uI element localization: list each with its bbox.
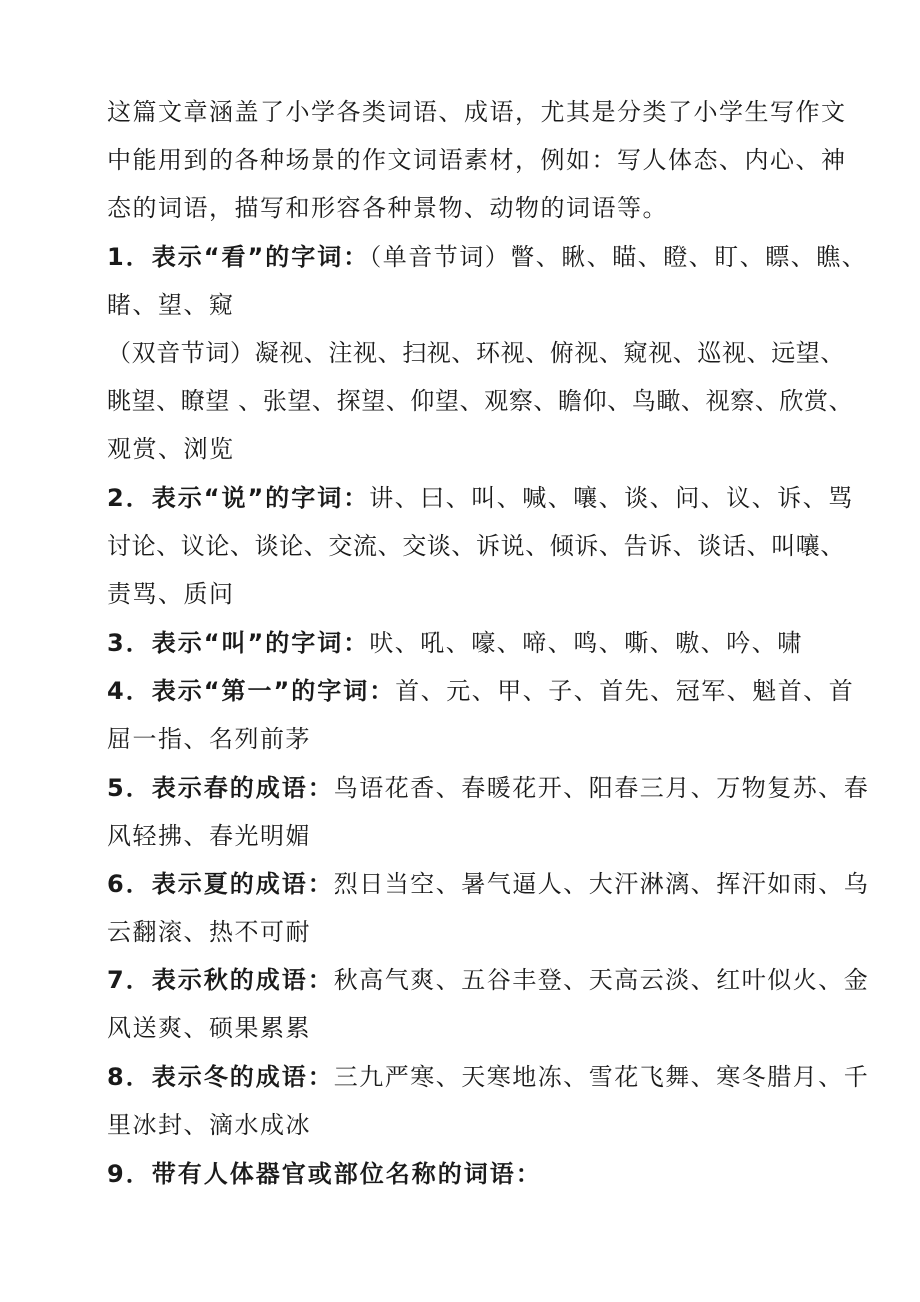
section-1-line-1 <box>107 233 867 281</box>
section-6-line-1 <box>107 860 870 908</box>
section-3-line-1 <box>107 619 867 667</box>
section-5-line-1 <box>107 764 870 812</box>
section-7-text: 秋高气爽、五谷丰登、天高云淡、红叶似火、金 <box>333 966 870 994</box>
section-9-line-1 <box>107 1150 867 1198</box>
section-1-line-3: （双音节词）凝视、注视、扫视、环视、俯视、窥视、巡视、远望、 <box>107 339 845 367</box>
section-1-line-4: 眺望、瞭望 、张望、探望、仰望、观察、瞻仰、鸟瞰、视察、欣赏、 <box>107 387 854 415</box>
intro-line-2: 中能用到的各种场景的作文词语素材，例如：写人体态、内心、神 <box>107 146 847 174</box>
section-6-line-2: 云翻滚、热不可耐 <box>107 918 311 946</box>
intro-line-3: 态的词语，描写和形容各种景物、动物的词语等。 <box>107 194 668 222</box>
section-8-line-1 <box>107 1053 870 1101</box>
section-1-text: （单音节词）瞥、瞅、瞄、瞪、盯、瞟、瞧、 <box>369 243 868 271</box>
section-8-text: 三九严寒、天寒地冻、雪花飞舞、寒冬腊月、千 <box>333 1063 870 1091</box>
section-5-heading: 5．表示春的成语： <box>107 774 334 802</box>
section-2-line-3: 责骂、质问 <box>107 580 235 608</box>
section-1-heading: 1．表示“看”的字词： <box>107 243 370 271</box>
intro-line-1: 这篇文章涵盖了小学各类词语、成语，尤其是分类了小学生写作文 <box>107 98 847 126</box>
section-5-line-2: 风轻拂、春光明媚 <box>107 822 311 850</box>
section-3-text: 吠、吼、嚎、啼、鸣、嘶、嗷、吟、啸 <box>369 629 803 657</box>
section-2-heading: 2．表示“说”的字词： <box>107 484 370 512</box>
section-2-line-2: 讨论、议论、谈论、交流、交谈、诉说、倾诉、告诉、谈话、叫嚷、 <box>107 532 845 560</box>
section-4-line-2: 屈一指、名列前茅 <box>107 725 311 753</box>
section-7-line-2: 风送爽、硕果累累 <box>107 1014 311 1042</box>
section-8-heading: 8．表示冬的成语： <box>107 1063 334 1091</box>
section-8-line-2: 里冰封、滴水成冰 <box>107 1111 311 1139</box>
section-1-line-5: 观赏、浏览 <box>107 435 235 463</box>
section-6-text: 烈日当空、暑气逼人、大汗淋漓、挥汗如雨、乌 <box>333 870 870 898</box>
section-7-heading: 7．表示秋的成语： <box>107 966 334 994</box>
section-4-heading: 4．表示“第一”的字词： <box>107 677 396 705</box>
section-3-heading: 3．表示“叫”的字词： <box>107 629 370 657</box>
section-2-text: 讲、曰、叫、喊、嚷、谈、问、议、诉、骂 <box>369 484 854 512</box>
section-7-line-1 <box>107 956 870 1004</box>
section-4-line-1 <box>107 667 867 715</box>
section-1-line-2: 睹、望、窥 <box>107 291 235 319</box>
section-4-text: 首、元、甲、子、首先、冠军、魁首、首 <box>395 677 855 705</box>
section-9-heading: 9．带有人体器官或部位名称的词语： <box>107 1160 542 1188</box>
section-6-heading: 6．表示夏的成语： <box>107 870 334 898</box>
section-2-line-1 <box>107 474 867 522</box>
section-5-text: 鸟语花香、春暖花开、阳春三月、万物复苏、春 <box>333 774 870 802</box>
